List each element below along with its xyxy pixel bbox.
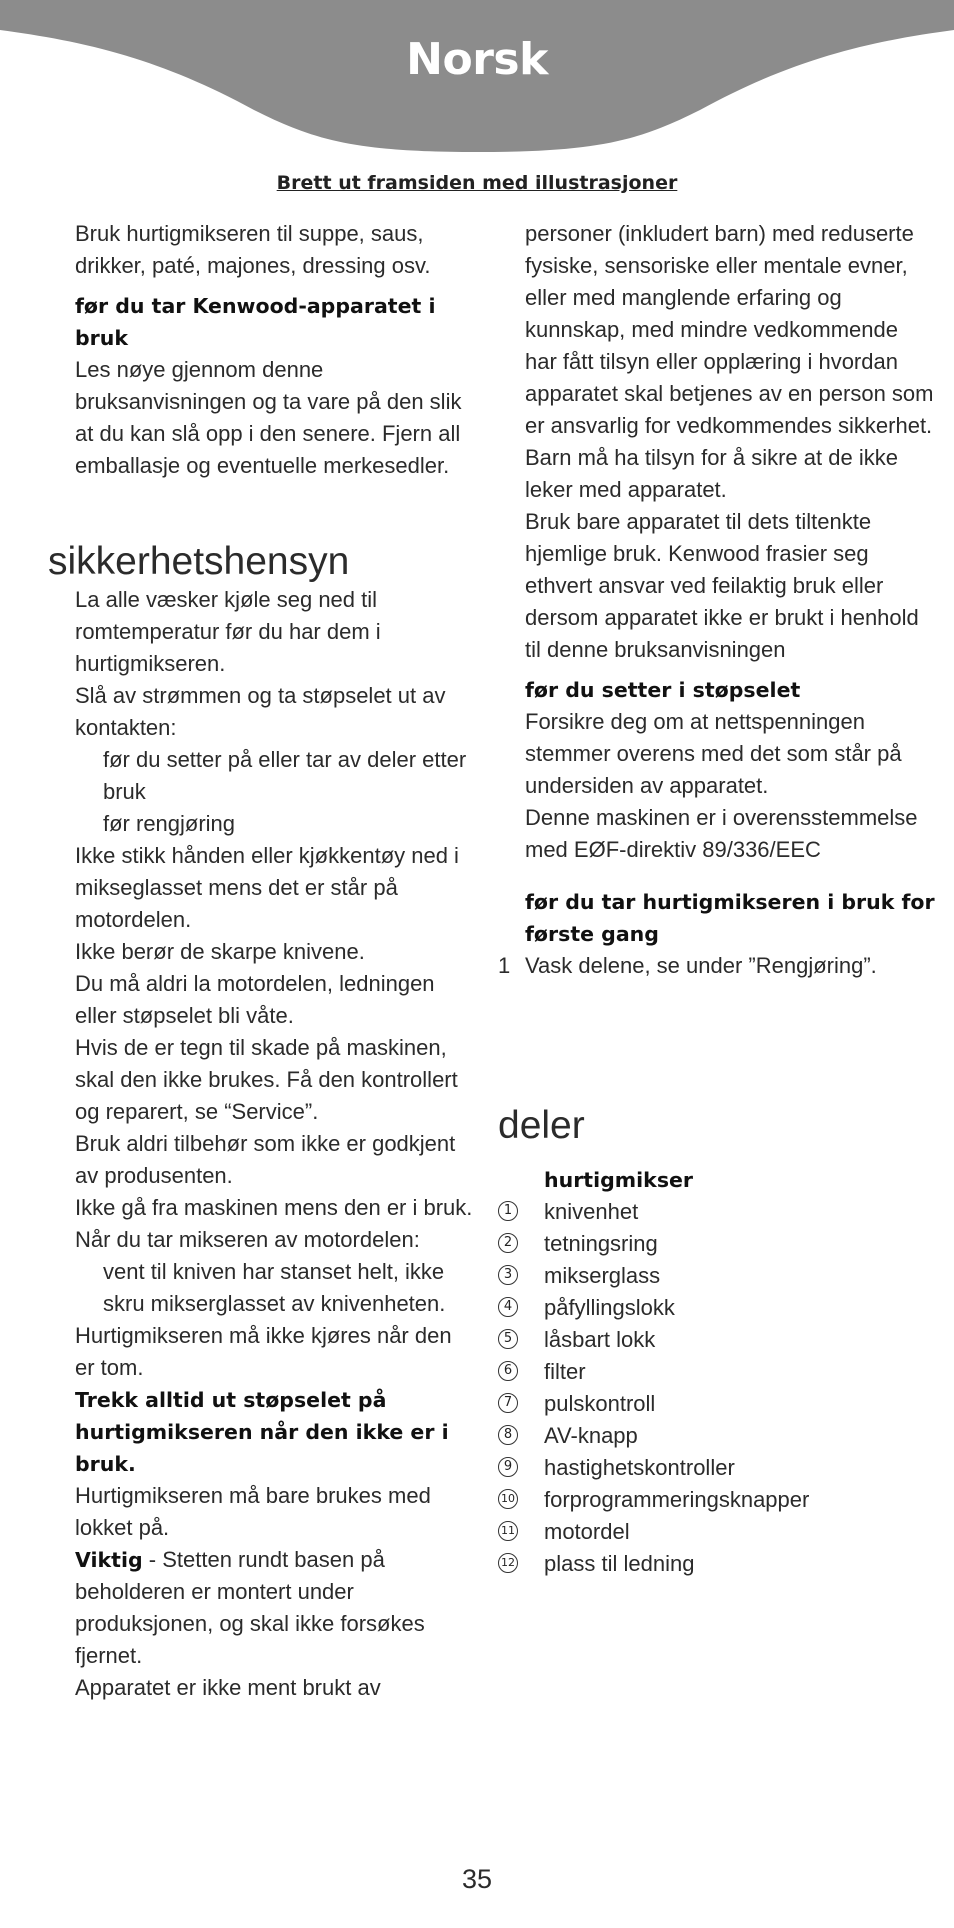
safety-subitem: før du setter på eller tar av deler etter bruk <box>103 747 467 804</box>
part-item <box>498 1228 938 1260</box>
safety-item: Når du tar mikseren av motordelen: <box>75 1227 420 1252</box>
part-item <box>498 1548 938 1580</box>
part-item <box>498 1420 938 1452</box>
part-number: 9 <box>498 1457 518 1477</box>
part-number: 7 <box>498 1393 518 1413</box>
safety-item <box>75 1544 475 1672</box>
step-text: Vask delene, se under ”Rengjøring”. <box>525 953 877 978</box>
part-item <box>498 1452 938 1484</box>
safety-item: Hurtigmikseren må bare brukes med lokket på. <box>75 1483 431 1540</box>
part-number: 4 <box>498 1297 518 1317</box>
safety-item: Barn må ha tilsyn for å sikre at de ikke leker med apparatet. <box>525 445 898 502</box>
page-number: 35 <box>461 1864 493 1894</box>
step-number: 1 <box>498 953 511 978</box>
part-number: 10 <box>498 1489 518 1509</box>
safety-item: Slå av strømmen og ta støpselet ut av kontakten: <box>75 683 446 740</box>
part-number: 5 <box>498 1329 518 1349</box>
part-item <box>498 1388 938 1420</box>
language-title: Norsk <box>406 34 548 85</box>
part-label: plass til ledning <box>544 1551 695 1576</box>
safety-item: personer (inkludert barn) med reduserte fysiske, sensoriske eller mentale evner, eller med manglende erfaring og kunnskap, med mindre vedkommende har fått tilsyn eller opplæring i hvordan apparatet skal betjenes av en person som er ansvarlig for vedkommendes sikkerhet. <box>525 221 934 438</box>
step-item <box>498 950 935 982</box>
part-number: 6 <box>498 1361 518 1381</box>
safety-item: Bruk bare apparatet til dets tiltenkte hjemlige bruk. Kenwood frasier seg ethvert ansvar ved feilaktig bruk eller dersom apparatet ikke er brukt i henhold til denne bruksanvisningen <box>525 509 919 662</box>
part-label: låsbart lokk <box>544 1327 656 1352</box>
parts-group-heading: hurtigmikser <box>544 1168 694 1192</box>
part-number: 12 <box>498 1553 518 1573</box>
parts-group-row <box>498 1164 938 1196</box>
safety-subitem: vent til kniven har stanset helt, ikke skru mikserglasset av knivenheten. <box>103 1259 446 1316</box>
part-item <box>498 1292 938 1324</box>
part-item <box>498 1516 938 1548</box>
right-column <box>498 218 935 982</box>
part-label: filter <box>544 1359 586 1384</box>
before-use-text: Les nøye gjennom denne bruksanvisningen og ta vare på den slik at du kan slå opp i den senere. Fjern all emballasje og eventuelle merkesedler. <box>75 357 462 478</box>
before-use-heading: før du tar Kenwood-apparatet i bruk <box>75 294 436 350</box>
safety-item: Hurtigmikseren må ikke kjøres når den er tom. <box>75 1323 452 1380</box>
part-label: hastighetskontroller <box>544 1455 735 1480</box>
part-label: knivenhet <box>544 1199 639 1224</box>
safety-item: La alle væsker kjøle seg ned til romtemperatur før du har dem i hurtigmikseren. <box>75 587 381 676</box>
plug-heading: før du setter i støpselet <box>525 678 801 702</box>
part-label: mikserglass <box>544 1263 661 1288</box>
safety-item: Ikke gå fra maskinen mens den er i bruk. <box>75 1195 473 1220</box>
safety-item: Bruk aldri tilbehør som ikke er godkjent av produsenten. <box>75 1131 456 1188</box>
part-number: 1 <box>498 1201 518 1221</box>
part-item <box>498 1324 938 1356</box>
safety-section-title: sikkerhetshensyn <box>48 540 350 583</box>
intro-text: Bruk hurtigmikseren til suppe, saus, drikker, paté, majones, dressing osv. <box>75 221 431 278</box>
important-label: Viktig <box>75 1548 143 1572</box>
safety-item: Du må aldri la motordelen, ledningen eller støpselet bli våte. <box>75 971 435 1028</box>
first-use-heading: før du tar hurtigmikseren i bruk for første gang <box>525 890 935 946</box>
plug-text: Forsikre deg om at nettspenningen stemmer overens med det som står på undersiden av apparatet. <box>525 709 902 798</box>
safety-warning: Trekk alltid ut støpselet på hurtigmikseren når den ikke er i bruk. <box>75 1388 449 1476</box>
parts-list <box>498 1164 938 1580</box>
part-item <box>498 1484 938 1516</box>
left-column <box>75 218 475 1704</box>
part-number: 8 <box>498 1425 518 1445</box>
part-label: pulskontroll <box>544 1391 656 1416</box>
safety-item: Apparatet er ikke ment brukt av <box>75 1675 381 1700</box>
part-label: påfyllingslokk <box>544 1295 675 1320</box>
part-item <box>498 1260 938 1292</box>
part-item <box>498 1356 938 1388</box>
safety-item: Hvis de er tegn til skade på maskinen, skal den ikke brukes. Få den kontrollert og reparert, se “Service”. <box>75 1035 458 1124</box>
parts-section-title: deler <box>498 1104 585 1147</box>
part-number: 2 <box>498 1233 518 1253</box>
part-label: AV-knapp <box>544 1423 638 1448</box>
part-number: 11 <box>498 1521 518 1541</box>
important-text: - Stetten rundt basen på beholderen er montert under produksjonen, og skal ikke forsøkes fjernet. <box>75 1547 425 1668</box>
directive-text: Denne maskinen er i overensstemmelse med EØF-direktiv 89/336/EEC <box>525 805 918 862</box>
part-item <box>498 1196 938 1228</box>
safety-subitem: før rengjøring <box>103 811 236 836</box>
part-number: 3 <box>498 1265 518 1285</box>
part-label: tetningsring <box>544 1231 658 1256</box>
safety-item: Ikke stikk hånden eller kjøkkentøy ned i mikseglasset mens det er står på motordelen. <box>75 843 459 932</box>
part-label: motordel <box>544 1519 630 1544</box>
safety-item: Ikke berør de skarpe knivene. <box>75 939 365 964</box>
fold-out-instruction: Brett ut framsiden med illustrasjoner <box>276 172 678 194</box>
part-label: forprogrammeringsknapper <box>544 1487 810 1512</box>
